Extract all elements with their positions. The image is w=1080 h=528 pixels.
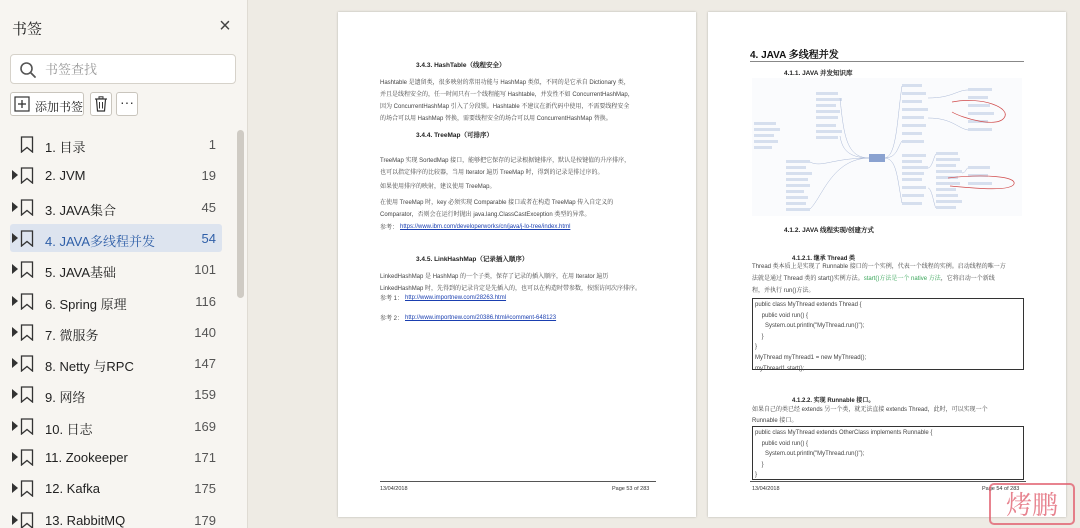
bookmark-label: 8. Netty 与RPC [45, 359, 134, 375]
bookmark-page-number: 159 [194, 387, 216, 403]
bookmark-icon [20, 449, 34, 466]
bookmark-item[interactable] [10, 193, 222, 221]
concurrency-mindmap-image [752, 78, 1022, 216]
bookmark-search-input[interactable] [45, 58, 225, 80]
bookmark-page-number: 171 [194, 450, 216, 465]
watermark-text: 烤鹏 [1005, 491, 1059, 521]
code-line: } [755, 333, 764, 340]
section-heading-4-1-2-2: 4.1.2.2. 实现 Runnable 接口。 [792, 398, 875, 404]
code-line: myThread1.start(); [755, 365, 805, 372]
add-bookmark-icon [14, 96, 30, 112]
highlighted-text: start()方法是一个 native 方法 [863, 276, 941, 282]
sidebar-scrollbar[interactable] [237, 130, 244, 298]
footer-rule [380, 481, 656, 482]
footer-date: 13/04/2018 [752, 486, 780, 492]
section-heading-4-1-2-1: 4.1.2.1. 继承 Thread 类 [792, 256, 856, 262]
bookmark-icon [20, 293, 34, 310]
section-heading-linkedhashmap: 3.4.5. LinkHashMap（记录插入顺序） [416, 256, 529, 263]
text-line: 在使用 TreeMap 时，key 必须实现 Comparable 接口或者在构造 TreeMap 传入自定义的 [380, 200, 614, 206]
bookmark-icon [20, 418, 34, 435]
text-line: Hashtable 是遗留类，很多映射的常用功能与 HashMap 类似，不同的是它承自 Dictionary 类， [380, 80, 630, 86]
bookmark-page-number: 147 [194, 356, 216, 372]
bookmark-page-number: 19 [201, 168, 216, 184]
text-line: 程，并执行 run()方法。 [752, 288, 815, 294]
code-line: System.out.println("MyThread.run()"); [755, 451, 865, 458]
more-options-button[interactable]: ··· [116, 92, 138, 116]
text-line: Runnable 接口。 [752, 418, 798, 424]
code-line: public class MyThread extends OtherClass implements Runnable { [755, 430, 933, 436]
bookmark-page-number: 1 [208, 137, 216, 152]
bookmark-label: 6. Spring 原理 [45, 296, 127, 312]
section-heading-4-1-2: 4.1.2. JAVA 线程实现/创建方式 [784, 227, 874, 234]
document-page-53 [338, 12, 696, 517]
watermark-logo [982, 478, 1078, 526]
bookmark-item[interactable] [10, 255, 222, 283]
sidebar-title: 书签 [12, 21, 43, 38]
footer-page-number: Page 54 of 283 [982, 486, 1020, 492]
bookmark-page-number: 179 [194, 512, 216, 528]
close-icon[interactable]: × [219, 15, 231, 37]
bookmark-item[interactable] [10, 287, 222, 315]
bookmark-item[interactable] [10, 349, 222, 377]
bookmark-label: 5. JAVA基础 [45, 265, 117, 281]
bookmark-icon [20, 324, 34, 341]
bookmark-label: 11. Zookeeper [45, 450, 128, 465]
text-line: 并且是线程安全的，任一时间只有一个线程能写 Hashtable，并发性不如 ConcurrentHashMap， [380, 92, 634, 98]
bookmark-item[interactable] [10, 443, 222, 471]
reference-label: 参考： [380, 225, 399, 231]
expand-arrow-icon[interactable] [12, 515, 18, 525]
chapter-title: 4. JAVA 多线程并发 [750, 50, 839, 61]
text-line: LinkedHashMap 是 HashMap 的一个子类，保存了记录的插入顺序，在用 Iterator 遍历 [380, 274, 609, 280]
section-heading-treemap: 3.4.4. TreeMap（可排序） [416, 132, 493, 139]
bookmark-search-box [10, 54, 236, 84]
bookmark-label: 13. RabbitMQ [45, 512, 126, 528]
expand-arrow-icon[interactable] [12, 358, 18, 368]
expand-arrow-icon[interactable] [12, 421, 18, 431]
reference-1-label: 参考 1： [380, 296, 404, 302]
reference-1-link[interactable]: http://www.importnew.com/28263.html [405, 295, 507, 301]
bookmark-sidebar [0, 0, 248, 528]
text-line: 法就是通过 Thread 类的 start()实例方法。start()方法是一个 native 方法，它将启动一个新线 [752, 276, 995, 282]
code-line: MyThread myThread1 = new MyThread(); [755, 354, 867, 361]
text-line: 因为 ConcurrentHashMap 引入了分段锁。Hashtable 不建议在新代码中使用，不需要线程安全 [380, 104, 630, 110]
bookmark-item[interactable] [10, 380, 222, 408]
text-line: 如果自己的类已经 extends 另一个类，就无法直接 extends Thread，此时，可以实现一个 [752, 407, 988, 413]
chapter-title-rule [750, 61, 1024, 62]
footer-date: 13/04/2018 [380, 486, 408, 492]
bookmark-page-number: 54 [201, 230, 216, 246]
bookmark-icon [20, 167, 34, 184]
add-bookmark-button[interactable] [10, 92, 84, 116]
code-block-extends-thread [752, 298, 1024, 370]
bookmark-page-number: 116 [195, 293, 216, 309]
code-line: } [755, 472, 758, 479]
text-line: Comparator，否则会在运行时抛出 java.lang.ClassCastException 类型的异常。 [380, 212, 591, 218]
expand-arrow-icon[interactable] [12, 296, 18, 306]
delete-bookmark-button[interactable] [90, 92, 112, 116]
section-heading-4-1-1: 4.1.1. JAVA 并发知识库 [784, 70, 853, 77]
expand-arrow-icon[interactable] [12, 264, 18, 274]
text-line: 的场合可以用 HashMap 替换，需要线程安全的场合可以用 ConcurrentHashMap 替换。 [380, 116, 612, 122]
text-line: LinkedHashMap 时，先得到的记录肯定是先插入的，也可以在构造时带参数，按照访问次序排序。 [380, 286, 642, 292]
expand-arrow-icon[interactable] [12, 389, 18, 399]
section-heading-hashtable: 3.4.3. HashTable（线程安全） [416, 62, 506, 69]
bookmark-page-number: 140 [194, 324, 216, 340]
bookmark-label: 7. 微服务 [45, 327, 99, 343]
bookmark-label: 9. 网络 [45, 390, 86, 406]
footer-page-number: Page 53 of 283 [612, 486, 650, 492]
bookmark-item[interactable] [10, 412, 222, 440]
bookmark-label: 10. 日志 [45, 421, 93, 437]
bookmark-icon [20, 355, 34, 372]
search-icon [19, 61, 37, 79]
code-block-implements-runnable [752, 426, 1024, 480]
bookmark-label: 4. JAVA多线程并发 [45, 233, 156, 249]
text-line: Thread 类本质上是实现了 Runnable 接口的一个实例，代表一个线程的实例。启动线程的唯一方 [752, 264, 1006, 270]
reference-2-link[interactable]: http://www.importnew.com/20386.html#comment-648123 [405, 315, 557, 321]
code-line: public void run() { [755, 440, 809, 447]
bookmark-icon [20, 512, 34, 528]
code-line: public void run() { [755, 312, 809, 319]
bookmark-item[interactable] [10, 318, 222, 346]
expand-arrow-icon[interactable] [12, 170, 18, 180]
document-page-54 [708, 12, 1066, 517]
expand-arrow-icon[interactable] [12, 233, 18, 243]
bookmark-item[interactable] [10, 474, 222, 502]
bookmark-label: 1. 目录 [45, 140, 86, 155]
bookmark-item[interactable] [10, 130, 222, 158]
bookmark-icon [20, 386, 34, 403]
expand-arrow-icon[interactable] [12, 202, 18, 212]
code-line: System.out.println("MyThread.run()"); [755, 323, 865, 330]
bookmark-page-number: 175 [194, 481, 216, 497]
text-line: 如果使用排序的映射，建议使用 TreeMap。 [380, 184, 496, 190]
bookmark-icon [20, 136, 34, 153]
bookmark-item[interactable] [10, 224, 222, 252]
reference-link[interactable]: https://www.ibm.com/developerworks/cn/java/j-lo-tree/index.html [400, 224, 571, 230]
reference-2-label: 参考 2： [380, 316, 404, 322]
bookmark-icon [20, 199, 34, 216]
bookmark-label: 2. JVM [45, 168, 86, 184]
expand-arrow-icon[interactable] [12, 327, 18, 337]
code-line: public class MyThread extends Thread { [755, 302, 862, 308]
bookmark-page-number: 101 [194, 262, 216, 278]
text-line: 也可以指定排序的比较器，当用 Iterator 遍历 TreeMap 时，得到的记录是排过序的。 [380, 170, 604, 176]
bookmark-item[interactable] [10, 161, 222, 189]
code-line: } [755, 344, 758, 351]
bookmark-label: 3. JAVA集合 [45, 202, 117, 218]
bookmark-page-number: 45 [201, 199, 216, 215]
add-bookmark-label: 添加书签 [35, 100, 84, 114]
bookmark-item[interactable] [10, 506, 222, 528]
expand-arrow-icon[interactable] [12, 452, 18, 462]
bookmark-page-number: 169 [194, 418, 216, 434]
bookmark-icon [20, 480, 34, 497]
bookmark-icon [20, 261, 34, 278]
expand-arrow-icon[interactable] [12, 483, 18, 493]
bookmark-icon [20, 230, 34, 247]
text-line: TreeMap 实现 SortedMap 接口，能够把它保存的记录根据键排序，默认是按键值的升序排序， [380, 158, 631, 164]
bookmark-label: 12. Kafka [45, 481, 100, 497]
code-line: } [755, 461, 764, 468]
trash-icon [94, 96, 108, 112]
